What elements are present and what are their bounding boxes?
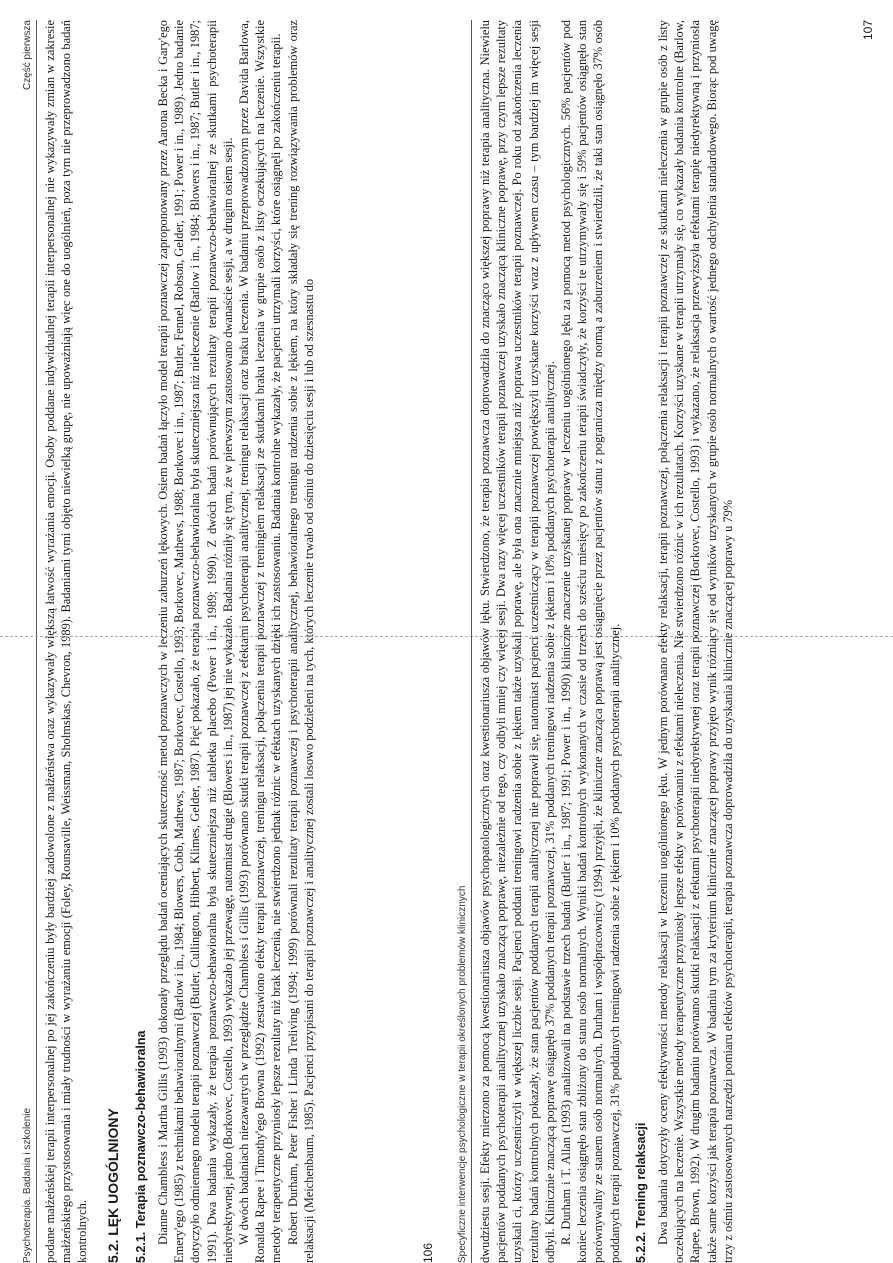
paragraph: Dwa badania dotyczyły oceny efektywności metody relaksacji w leczeniu uogólnionego lęku. W jednym porównano efekty relaksacji, terapii poznawczej, połączenia relaksacji i terapii poznawczej ze skutkami nieleczenia w grupie osób z listy oczekujących na leczenie. Wszystkie metody terapeutyczne przyniosły lepsze efekty w porównaniu z efektami nieleczenia. Nie stwierdzono różnic w ich rezultatach. Korzyści uzyskane w terapii utrzymały się, co wykazały badania kontrolne (Barlow, Rapee, Brown, 1992). W drugim badaniu porównano skutki relaksacji z efektami psychoterapii niedyrektywnej oraz terapii poznawczej (Borkovec, Costello, 1993) i wykazano, że relaksacja przewyższyła efektami terapię niedyrektywną i przyniosła także same korzyści jak terapia poznawcza. W badaniu tym za kryterium klinicznie znaczącej poprawy przyjęto wynik różniący się od wyników uzyskanych w grupie osób normalnych o wartość jednego odchylenia standardowego. Biorąc pod uwagę trzy z ośmiu zastosowanych narzędzi pomiaru efektów psychoterapii, terapia poznawcza doprowadziła do uzyskania klinicznie znaczącej poprawy u 79%	[656, 20, 735, 1263]
left-page	[20, 20, 435, 1263]
paragraph: W dwóch badaniach niezawartych w przeglądzie Chambless i Gillis (1993) porównano skutki terapii poznawczej z efektami psychoterapii analitycznej, treningu relaksacji oraz braku leczenia. W badaniu przeprowadzonym przez Davida Barlowa, Ronalda Rapee i Timothy'ego Browna (1992) zestawiono efekty terapii poznawczej, treningu relaksacji, połączenia terapii poznawczej z treningiem relaksacji ze skutkami braku leczenia w grupie osób z listy oczekujących na leczenie. Wszystkie metody terapeutyczne przyniosły lepsze rezultaty niż brak leczenia, nie stwierdzono jednak różnic w efektach uzyskanych dzięki ich zastosowaniu. Badania kontrolne wykazały, że pacjenci utrzymali korzyści, które osiągnęli po zakończeniu terapii.	[237, 20, 284, 1263]
subsection-heading: 5.2.1. Terapia poznawczo-behawioralna	[133, 1030, 148, 1263]
right-page	[455, 20, 875, 1263]
body-text	[42, 20, 317, 1263]
page-number: 107	[861, 20, 875, 41]
running-header	[20, 20, 37, 1263]
paragraph: Dianne Chambless i Martha Gillis (1993) dokonały przeglądu badań oceniających skuteczność metod poznawczych w leczeniu zaburzeń lękowych. Osiem badań łączyło model terapii poznawczej zaproponowany przez Aarona Becka i Gary'ego Emery'ego (1985) z technikami behawioralnymi (Barlow i in., 1984; Blowers, Cobb, Mathews, 1987; Borkovec, Costello, 1993; Borkovec, Mathews, 1988; Borkovec i in., 1987; Butler, Fennel, Robson, Gelder, 1991; Power i in., 1989). Jedno badanie dotyczyło odmiennego modelu terapii poznawczej (Butler, Cullington, Hibbert, Klimes, Gelder, 1987). Pięć pokazało, że terapia poznawczo-behawioralna była skuteczniejsza niż nieleczenie (Barlow i in., 1984; Blowers i in., 1987; Butler i in., 1987; 1991). Dwa badania wykazały, że terapia poznawczo-behawioralna była skuteczniejsza niż tabletka placebo (Power i in., 1989; 1990). Z dwóch badań porównujących rezultaty terapii poznawczo-behawioralnej ze skutkami psychoterapii niedyrektywnej, jedno (Borkovec, Costello, 1993) wykazało jej przewagę, natomiast drugie (Blowers i in., 1987) jej nie wykazało. Badania różniły się tym, że w pierwszym zastosowano dwanaście sesji, a w drugim osiem sesji.	[156, 20, 235, 1263]
paragraph: R. Durham i T. Allan (1993) analizowali na podstawie trzech badań (Butler i in., 1987; 1991; Power i in., 1990) kliniczne znaczenie uzyskanej poprawy w leczeniu uogólnionego lęku za pomocą metod psychologicznych. 56% pacjentów pod koniec leczenia osiągnęło stan zbliżony do stanu osób normalnych. Wyniki badań kontrolnych wykonanych w czasie od trzech do sześciu miesięcy po zakończeniu terapii świadczyły, że korzyści te utrzymywały się i 59% pacjentów osiągnęło stan porównywalny ze stanem osób normalnych. Durham i współpracownicy (1994) przyjęli, że kliniczne znacząca poprawą jest osiągnięcie przez pacjentów stanu z pogranicza między normą a zaburzeniem i stwierdzili, że taki stan osiągnęło 37% osób poddanych terapii poznawczej, 31% poddanych treningowi radzenia sobie z lękiem i 10% poddanych psychoterapii analitycznej.	[559, 20, 622, 1263]
paragraph: dwudziestu sesji. Efekty mierzono za pomocą kwestionariusza objawów psychopatologicznych oraz kwestionariusza objawów lęku. Stwierdzono, że terapia poznawcza doprowadziła do znacząco większej poprawy niż terapia analityczna. Niewielu pacjentów poddanych psychoterapii analitycznej uzyskało znaczącą poprawę, niezależnie od tego, czy odbyli mniej czy więcej sesji. Dwa razy więcej uczestników terapii poznawczej uzyskało znaczącą kliniczne poprawę, przy czym lepsze rezultaty uzyskali ci, którzy uczestniczyli w większej liczbie sesji. Pacjenci poddani treningowi radzenia sobie z lękiem także uzyskali poprawę, ale była ona znacznie mniejsza niż poprawa uczestników terapii poznawczej. Po roku od zakończenia leczenia rezultaty badań kontrolnych pokazały, że stan pacjentów poddanych terapii analitycznej nie poprawił się, natomiast pacjenci uczestniczący w terapii poznawczej powiększyli uzyskane korzyści wraz z upływem czasu – tym bardziej im więcej sesji odbyli. Klinicznie znaczącą poprawę osiągnęło 37% poddanych terapii poznawczej, 31% poddanych treningowi radzenia sobie z lękiem i 10% poddanych psychoterapii analitycznej.	[478, 20, 557, 1263]
subsection-heading: 5.2.2. Trening relaksacji	[633, 1122, 648, 1263]
running-header	[455, 20, 472, 1263]
page-number: 106	[421, 1242, 435, 1263]
section-heading: 5.2. LĘK UOGÓLNIONY	[104, 1108, 121, 1263]
chapter-title: Specyficzne interwencje psychologiczne w terapii określonych problemów klinicznych	[457, 885, 468, 1263]
paragraph: Robert Durham, Peter Fisher i Linda Treliving (1994; 1999) porównali rezultaty terapii poznawczej i psychoterapii analitycznej, behawioralnego treningu radzenia sobie z lękiem, na który składały się trening rozwiązywania problemów oraz relaksacji (Meichenbaum, 1985). Pacjenci przypisani do terapii poznawczej i analitycznej zostali losowo podzieleni na tych, których leczenie trwało od ośmiu do dziesięciu sesji i lub od szesnastu do	[285, 20, 316, 1263]
body-text	[477, 20, 736, 1263]
book-title: Psychoterapia. Badania i szkolenie	[22, 1107, 33, 1263]
part-title: Część pierwsza	[22, 20, 33, 91]
paragraph: podane małżeńskiej terapii interpersonalnej po jej zakończeniu były bardziej zadowolone z małżeństwa oraz wykazywały większą łatwość wyrażania emocji. Osoby poddane indywidualnej terapii interpersonalnej nie wykazywały zmian w zakresie małżeńskiego przystosowania i miały trudności w wyrażaniu emocji (Foley, Rounsaville, Weissman, Sholmskas, Chevron, 1989). Badaniami tymi objęto niewielką grupę, nie upoważniają więc one do uogólnień, poza tym nie przeprowadzono badań kontrolnych.	[43, 20, 90, 1263]
